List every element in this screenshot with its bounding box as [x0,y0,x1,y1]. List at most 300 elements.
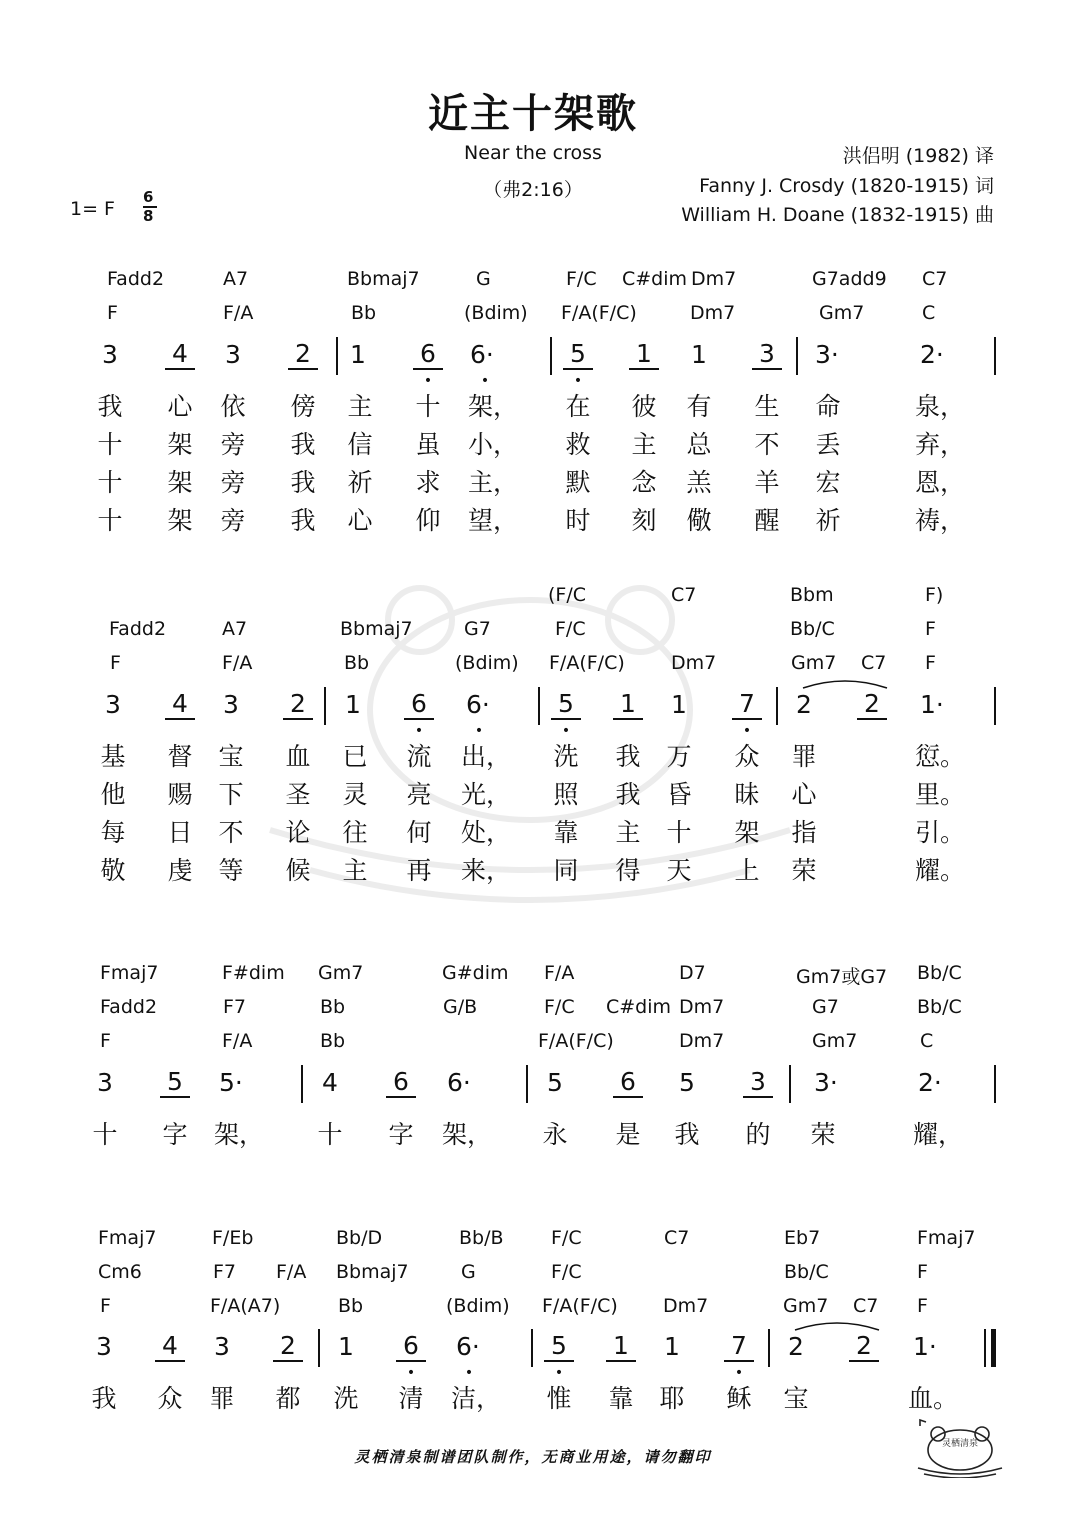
chord: F#dim [222,962,285,984]
chord: D7 [679,962,706,984]
chord: G [476,268,491,290]
note: 2 [283,690,313,720]
lyric-char: 羔 [686,468,712,497]
chord: F/C [551,1227,582,1249]
chord: F) [925,584,944,606]
lyric-char: 罪 [209,1384,235,1413]
final-bar-thin [984,1329,986,1367]
lyric-char: 血 [285,742,311,771]
lyric-char: 主， [468,468,519,497]
chord: Dm7 [691,268,737,290]
lyric-char: 祈 [815,506,841,535]
chord: C7 [664,1227,690,1249]
lyric-char: 架 [167,430,193,459]
lyric-char: 出， [461,742,512,771]
lyric-char: 稣 [726,1384,752,1413]
chord: Fmaj7 [98,1227,157,1249]
chord: G/B [443,996,478,1018]
chord: Fmaj7 [100,962,159,984]
lyricist-credit: Fanny J. Crosdy (1820-1915) 词 [699,175,994,197]
composer-credit: William H. Doane (1832-1915) 曲 [681,204,994,226]
chord: Dm7 [679,1030,725,1052]
song-subtitle: Near the cross [464,142,602,164]
note: 1 [629,340,659,370]
chord: Dm7 [690,302,736,324]
lyric-char: 十 [97,506,123,535]
chord: F [917,1261,928,1283]
lyric-char: 旁 [220,468,246,497]
note: 6 [404,690,434,720]
lyric-char: 往 [342,818,368,847]
lyric-char: 不 [754,430,780,459]
lyric-char: 架， [214,1120,265,1149]
lyric-char: 架， [442,1120,493,1149]
lyric-char: 等 [218,856,244,885]
lyric-char: 我 [290,506,316,535]
lyric-char: 再 [406,856,432,885]
chord: C7 [853,1295,879,1317]
time-signature-top: 6 [143,188,154,206]
lyric-char: 我 [290,468,316,497]
chord: F [925,652,936,674]
note: 2 [796,690,812,719]
chord: Gm7 [783,1295,829,1317]
lyric-char: 我 [91,1384,117,1413]
chord: Bbmaj7 [347,268,420,290]
lower-octave-dot: • [414,723,424,739]
lyric-char: 恩， [915,468,966,497]
lyric-char: 论 [285,818,311,847]
chord: C#dim [622,268,688,290]
note: 2 [788,1332,804,1361]
chord: F7 [213,1261,237,1283]
bar-line [796,337,798,375]
lyric-char: 赐 [167,780,193,809]
chord: F/A(F/C) [549,652,625,674]
chord: Gm7 [812,1030,858,1052]
note: 5 [551,690,581,720]
bar-line [994,687,996,725]
lyric-char: 刻 [631,506,657,535]
lyric-char: 架 [734,818,760,847]
note: 1· [913,1332,937,1361]
chord: (Bdim) [464,302,528,324]
lyric-char: 念 [631,468,657,497]
lyric-char: 彼 [631,392,657,421]
chord: F [100,1030,111,1052]
lyric-char: 同 [553,856,579,885]
lyric-char: 弃， [915,430,966,459]
note: 6· [466,690,490,719]
footer-notice: 灵栖清泉制谱团队制作，无商业用途，请勿翻印 [354,1448,712,1466]
chord: Bbmaj7 [336,1261,409,1283]
chord: G [461,1261,476,1283]
note: 7 [724,1332,754,1362]
chord: Dm7 [679,996,725,1018]
time-signature-bottom: 8 [143,207,154,225]
note: 3 [223,690,239,719]
lyric-char: 永 [542,1120,568,1149]
lyric-char: 宝 [218,742,244,771]
note: 5· [219,1068,243,1097]
lyric-char: 圣 [285,780,311,809]
lyric-char: 昏 [666,780,692,809]
note: 1 [606,1332,636,1362]
chord: Gm7或G7 [796,966,888,988]
lyric-char: 羊 [754,468,780,497]
chord: G7 [812,996,839,1018]
chord: Bb/C [784,1261,829,1283]
lyric-char: 耶 [659,1384,685,1413]
note: 1· [920,690,944,719]
chord: F/A [223,302,254,324]
chord: F/Eb [212,1227,254,1249]
note: 3· [815,340,839,369]
lyric-char: 旁 [220,506,246,535]
key-signature: 1= F [70,198,115,220]
lyric-char: 十 [97,468,123,497]
lyric-char: 祈 [347,468,373,497]
lower-octave-dot: • [742,723,752,739]
lower-octave-dot: • [464,1365,474,1381]
lyric-char: 傍 [290,392,316,421]
note: 3 [743,1068,773,1098]
note: 5 [679,1068,695,1097]
lower-octave-dot: • [474,723,484,739]
chord: Fadd2 [100,996,158,1018]
note: 3 [97,1068,113,1097]
lyric-char: 主 [347,392,373,421]
lyric-char: 耀。 [915,856,966,885]
lyric-char: 主 [615,818,641,847]
note: 1 [350,340,366,369]
chord: Bb/D [336,1227,383,1249]
lyric-char: 主 [631,430,657,459]
lyric-char: 十 [415,392,441,421]
lyric-char: 在 [565,392,591,421]
chord: Bb [338,1295,364,1317]
chord: Gm7 [819,302,865,324]
note: 2· [920,340,944,369]
lyric-char: 洗 [333,1384,359,1413]
note: 3 [225,340,241,369]
lyric-char: 时 [565,506,591,535]
lyric-char: 我 [290,430,316,459]
note: 1 [664,1332,680,1361]
lyric-char: 是 [615,1120,641,1149]
note: 4 [322,1068,338,1097]
chord: (Bdim) [455,652,519,674]
lyric-char: 宝 [783,1384,809,1413]
chord: Fadd2 [107,268,165,290]
chord: Bbm [790,584,834,606]
chord: F/A(F/C) [538,1030,614,1052]
note: 4 [165,690,195,720]
lyric-char: 来， [461,856,512,885]
note: 5 [160,1068,190,1098]
note: 3· [814,1068,838,1097]
bar-line [318,1329,320,1367]
lyric-char: 耀， [913,1120,964,1149]
lyric-char: 十 [92,1120,118,1149]
note: 6· [470,340,494,369]
scripture-reference: （弗2:16） [483,179,583,201]
chord: G7add9 [812,268,887,290]
lyric-char: 都 [275,1384,301,1413]
lyric-char: 旁 [220,430,246,459]
lyric-char: 虽 [415,430,441,459]
note: 2 [849,1332,879,1362]
chord: Bb/B [459,1227,504,1249]
lyric-char: 信 [347,430,373,459]
lyric-char: 有 [686,392,712,421]
lyric-char: 得 [615,856,641,885]
chord: A7 [222,618,248,640]
lyric-char: 不 [218,818,244,847]
lyric-char: 引。 [915,818,966,847]
chord: G#dim [442,962,509,984]
chord: Fmaj7 [917,1227,976,1249]
chord: C [920,1030,934,1052]
lyric-char: 基 [100,742,126,771]
note: 6 [386,1068,416,1098]
chord: F [925,618,936,640]
chord: (Bdim) [446,1295,510,1317]
bar-line [994,1065,996,1103]
lyric-char: 血。 [908,1384,959,1413]
final-bar-thick [991,1329,996,1367]
chord: Bb [351,302,377,324]
bar-line [531,1329,533,1367]
chord: F/A [276,1261,307,1283]
lyric-char: 他 [100,780,126,809]
chord: A7 [223,268,249,290]
bar-line [994,337,996,375]
lyric-char: 十 [666,818,692,847]
lyric-char: 祷， [915,506,966,535]
chord: F/C [555,618,586,640]
lyric-char: 心 [167,392,193,421]
note: 3 [214,1332,230,1361]
lower-octave-dot: • [423,373,433,389]
chord: Eb7 [784,1227,821,1249]
bar-line [301,1065,303,1103]
lyric-char: 求 [415,468,441,497]
chord: C#dim [606,996,672,1018]
lyric-char: 指 [791,818,817,847]
lyric-char: 下 [218,780,244,809]
note: 7 [732,690,762,720]
chord: Dm7 [663,1295,709,1317]
chord: Cm6 [98,1261,142,1283]
note: 1 [338,1332,354,1361]
lyric-char: 泉， [915,392,966,421]
lower-octave-dot: • [561,723,571,739]
lyric-char: 我 [674,1120,700,1149]
lyric-char: 十 [317,1120,343,1149]
lyric-char: 依 [220,392,246,421]
chord: C7 [922,268,948,290]
chord: C7 [671,584,697,606]
lyric-char: 望， [468,506,519,535]
note: 2 [857,690,887,720]
chord: Bb [320,1030,346,1052]
chord: F/C [566,268,597,290]
chord: F [917,1295,928,1317]
chord: F/A(A7) [210,1295,281,1317]
chord: C7 [861,652,887,674]
lower-octave-dot: • [734,1365,744,1381]
bar-line [768,1329,770,1367]
chord: Gm7 [318,962,364,984]
note: 2 [273,1332,303,1362]
lyric-char: 罪 [791,742,817,771]
chord: Bb/C [790,618,835,640]
note: 2· [918,1068,942,1097]
chord: Dm7 [671,652,717,674]
lyric-char: 流 [406,742,432,771]
tie-arc [800,674,890,690]
chord: Bb [320,996,346,1018]
note: 5 [563,340,593,370]
lyric-char: 靠 [553,818,579,847]
note: 2 [288,340,318,370]
lyric-char: 架 [167,468,193,497]
chord: Bb [344,652,370,674]
note: 3 [96,1332,112,1361]
lyric-char: 儆 [686,506,712,535]
lyric-char: 上 [734,856,760,885]
lower-octave-dot: • [554,1365,564,1381]
lower-octave-dot: • [573,373,583,389]
lyric-char: 丢 [815,430,841,459]
chord: F/C [551,1261,582,1283]
note: 1 [613,690,643,720]
lyric-char: 照 [553,780,579,809]
bar-line [789,1065,791,1103]
chord: F [110,652,121,674]
lyric-char: 默 [565,468,591,497]
chord: Fadd2 [109,618,167,640]
chord: Bb/C [917,962,962,984]
note: 4 [165,340,195,370]
lyric-char: 靠 [608,1384,634,1413]
chord: Gm7 [791,652,837,674]
chord: Bbmaj7 [340,618,413,640]
lyric-char: 命 [815,392,841,421]
lyric-char: 醒 [754,506,780,535]
lyric-char: 总 [686,430,712,459]
lyric-char: 主 [342,856,368,885]
note: 1 [691,340,707,369]
note: 4 [155,1332,185,1362]
lyric-char: 光， [461,780,512,809]
lyric-char: 惟 [546,1384,572,1413]
note: 5 [547,1068,563,1097]
lyric-char: 我 [97,392,123,421]
bar-line [550,337,552,375]
lower-octave-dot: • [480,373,490,389]
chord: Bb/C [917,996,962,1018]
lyric-char: 愆。 [915,742,966,771]
lyric-char: 仰 [415,506,441,535]
note: 1 [345,690,361,719]
note: 6 [413,340,443,370]
chord: (F/C [548,584,587,606]
note: 3 [105,690,121,719]
chord: C [922,302,936,324]
lyric-char: 敬 [100,856,126,885]
lyric-char: 灵 [342,780,368,809]
lyric-char: 的 [745,1120,771,1149]
lyric-char: 昧 [734,780,760,809]
note: 6· [456,1332,480,1361]
chord: G7 [464,618,491,640]
note: 1 [671,690,687,719]
lyric-char: 架 [167,506,193,535]
lyric-char: 虔 [167,856,193,885]
chord: F7 [223,996,247,1018]
lyric-char: 字 [388,1120,414,1149]
lyric-char: 我 [615,742,641,771]
lower-octave-dot: • [406,1365,416,1381]
lyric-char: 小， [468,430,519,459]
chord: F/C [544,996,575,1018]
chord: F/A [222,1030,253,1052]
lyric-char: 亮 [406,780,432,809]
note: 6 [396,1332,426,1362]
lyric-char: 救 [565,430,591,459]
lyric-char: 天 [666,856,692,885]
chord: F [100,1295,111,1317]
watermark-logo-icon [250,580,810,920]
chord: F/A(F/C) [542,1295,618,1317]
lyric-char: 我 [615,780,641,809]
lyric-char: 心 [347,506,373,535]
chord: F/A(F/C) [561,302,637,324]
lyric-char: 督 [167,742,193,771]
translator-credit: 洪侣明 (1982) 译 [842,145,994,167]
logo-text: 灵栖清泉 [941,1439,979,1449]
bar-line [324,687,326,725]
chord: F [107,302,118,324]
lyric-char: 心 [791,780,817,809]
bar-line [526,1065,528,1103]
lyric-char: 十 [97,430,123,459]
lyric-char: 荣 [791,856,817,885]
note: 3 [752,340,782,370]
note: 6 [613,1068,643,1098]
lyric-char: 荣 [810,1120,836,1149]
bar-line [776,687,778,725]
sheep-logo-icon [910,1418,1010,1478]
song-title: 近主十架歌 [428,91,638,137]
lyric-char: 洗 [553,742,579,771]
lyric-char: 万 [666,742,692,771]
lyric-char: 生 [754,392,780,421]
lyric-char: 日 [167,818,193,847]
lyric-char: 处， [461,818,512,847]
lyric-char: 众 [734,742,760,771]
lyric-char: 何 [406,818,432,847]
lyric-char: 宏 [815,468,841,497]
lyric-char: 架， [468,392,519,421]
lyric-char: 每 [100,818,126,847]
note: 6· [447,1068,471,1097]
lyric-char: 字 [162,1120,188,1149]
lyric-char: 众 [157,1384,183,1413]
chord: F/A [222,652,253,674]
